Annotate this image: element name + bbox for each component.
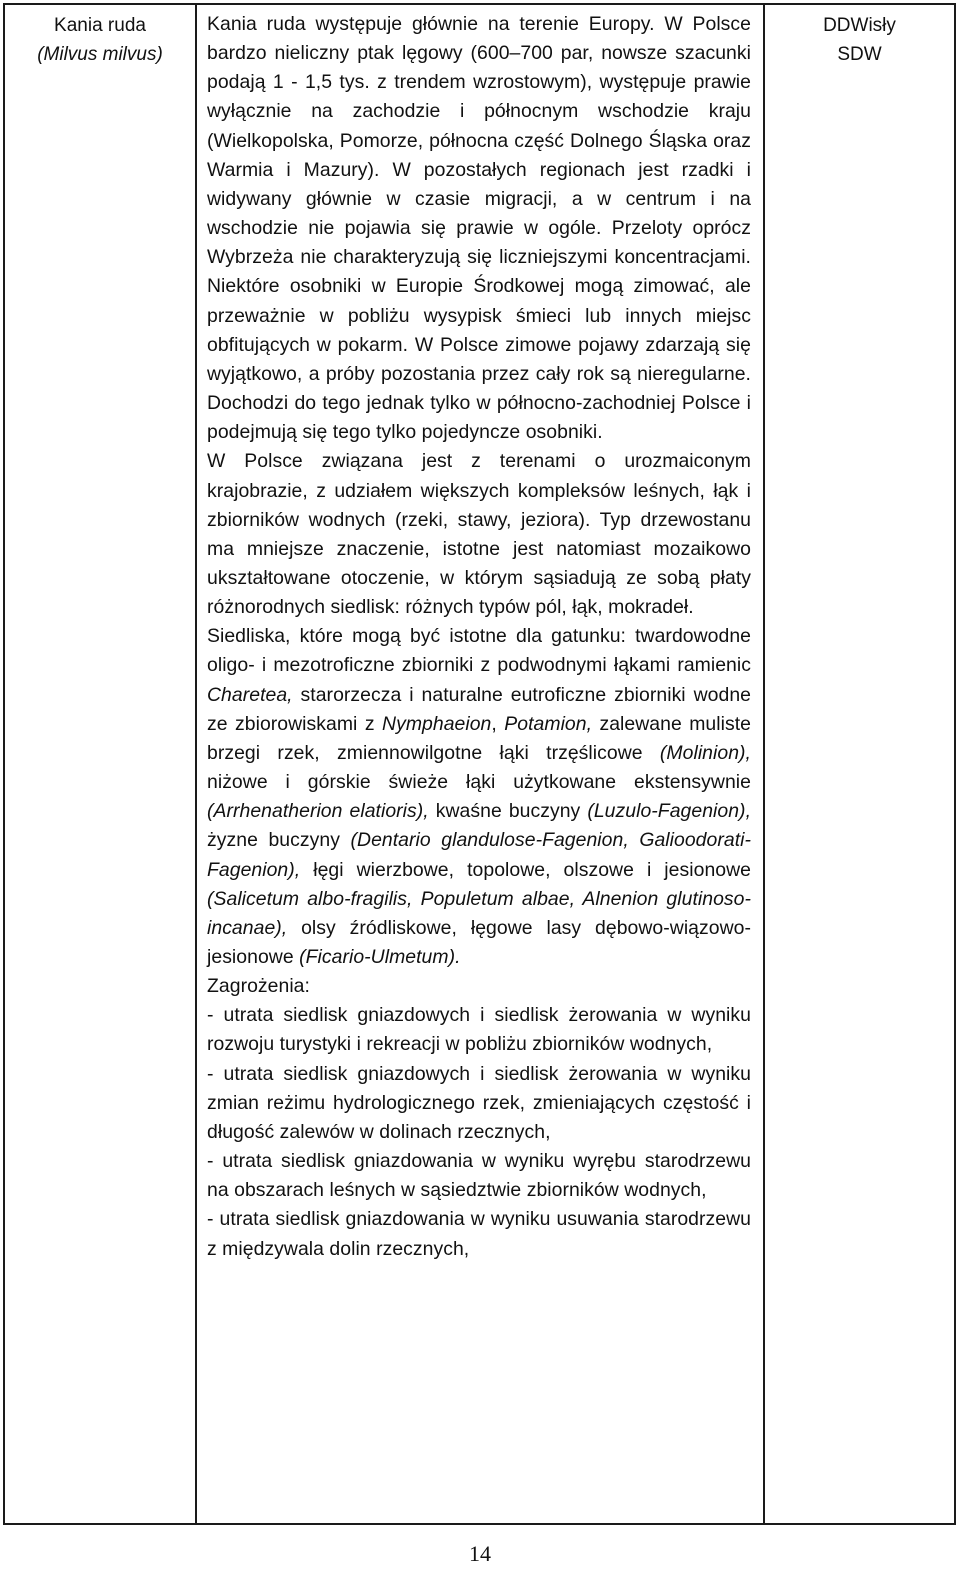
threat-item: - utrata siedlisk gniazdowych i siedlisk żerowania w wyniku zmian reżimu hydrologicznego rzek, zmieniających częstość i długość zalewów w dolinach rzecznych, [207, 1062, 751, 1143]
table-row [4, 4, 955, 1524]
distribution-paragraph: Kania ruda występuje głównie na terenie Europy. W Polsce bardzo nieliczny ptak lęgowy (600–700 par, nowsze szacunki podają 1 - 1,5 tys. z trendem wzrostowym), występuje prawie wyłącznie na zachodzie i północnym wschodzie kraju (Wielkopolska, Pomorze, północna część Dolnego Śląska oraz Warmia i Mazury). W pozostałych regionach jest rzadki i widywany głównie w czasie migracji, a w centrum i na wschodzie nie pojawia się prawie w ogóle. Przeloty oprócz Wybrzeża nie charakteryzują się liczniejszymi koncentracjami. Niektóre osobniki w Europie Środkowej mogą zimować, ale przeważnie w pobliżu wysypisk śmieci lub innych miejsc obfitujących w pokarm. W Polsce zimowe pojawy zdarzają się wyjątkowo, a próby pozostania przez cały rok są nieregularne. Dochodzi do tego jednak tylko w północno-zachodniej Polsce i podejmują się tego tylko pojedyncze osobniki. [207, 13, 751, 444]
habitat-types-paragraph: Siedliska, które mogą być istotne dla gatunku: twardowodne oligo- i mezotroficzne zbiorniki z podwodnymi łąkami ramienic Charetea, starorzecza i naturalne eutroficzne zbiorniki wodne ze zbiorowiskami z Nymphaeion, Potamion, zalewane muliste brzegi rzek, zmiennowilgotne łąki trzęślicowe (Molinion), niżowe i górskie świeże łąki użytkowane ekstensywnie (Arrhenatherion elatioris), kwaśne buczyny (Luzulo-Fagenion), żyzne buczyny (Dentario glandulose-Fagenion, Galioodorati-Fagenion), łęgi wierzbowe, topolowe, olszowe i jesionowe (Salicetum albo-fragilis, Populetum albae, Alnenion glutinoso-incanae), olsy źródliskowe, łęgowe lasy dębowo-wiązowo-jesionowe (Ficario-Ulmetum). [207, 625, 752, 968]
page-number: 14 [469, 1541, 491, 1566]
species-name-cell [4, 4, 196, 1524]
threats-heading: Zagrożenia: [207, 975, 310, 998]
habitat-paragraph: W Polsce związana jest z terenami o urozmaiconym krajobrazie, z udziałem większych kompleksów leśnych, łąk i zbiorników wodnych (rzeki, stawy, jeziora). Typ drzewostanu ma mniejsze znaczenie, istotne jest natomiast mozaikowo ukształtowane otoczenie, w którym sąsiadują ze sobą płaty różnorodnych siedlisk: różnych typów pól, łąk, mokradeł. [207, 450, 751, 619]
species-latin-name: (Milvus milvus) [37, 44, 163, 65]
species-description-cell [196, 4, 764, 1524]
threat-item: - utrata siedlisk gniazdowania w wyniku usuwania starodrzewu z międzywala dolin rzecznych, [207, 1208, 751, 1260]
species-common-name: Kania ruda [54, 15, 146, 36]
threat-item: - utrata siedlisk gniazdowania w wyniku wyrębu starodrzewu na obszarach leśnych w sąsiedztwie zbiorników wodnych, [207, 1150, 751, 1202]
source-line-2: SDW [837, 44, 882, 65]
threat-item: - utrata siedlisk gniazdowych i siedlisk żerowania w wyniku rozwoju turystyki i rekreacji w pobliżu zbiorników wodnych, [207, 1004, 751, 1056]
species-table [3, 3, 956, 1525]
source-cell [764, 4, 955, 1524]
source-line-1: DDWisły [823, 15, 896, 36]
